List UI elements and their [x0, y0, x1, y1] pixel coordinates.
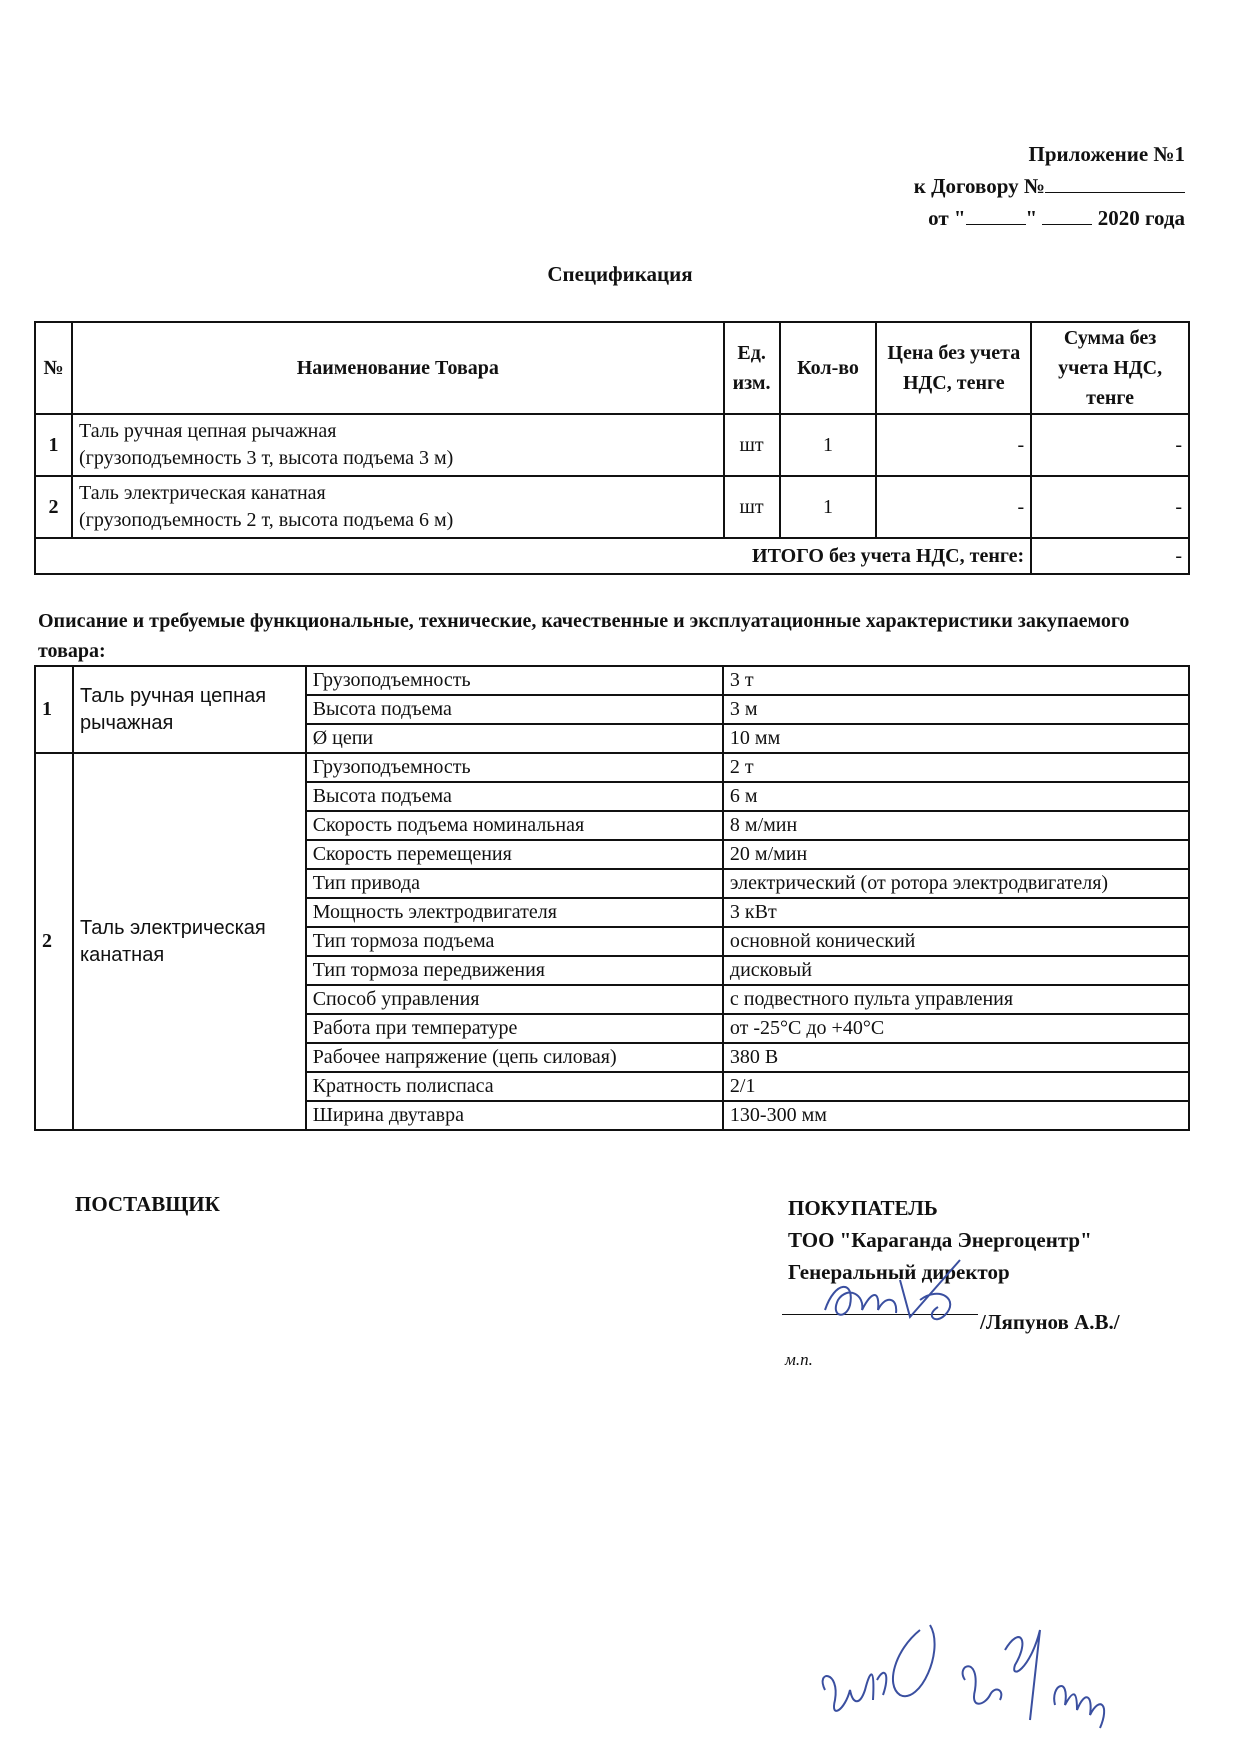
contract-date — [914, 202, 1185, 234]
sum: - — [1031, 476, 1189, 538]
contract-number-blank — [1045, 174, 1185, 193]
row-number: 1 — [35, 414, 72, 476]
spec-value: электрический (от ротора электродвигателя) — [723, 869, 1189, 898]
appendix-number: Приложение №1 — [1028, 142, 1185, 166]
contract-prefix: к Договору № — [913, 174, 1045, 198]
signatory-name: /Ляпунов А.В./ — [980, 1310, 1120, 1334]
spec-param: Скорость перемещения — [306, 840, 723, 869]
buyer-position: Генеральный директор — [788, 1260, 1010, 1284]
total-value: - — [1031, 538, 1189, 574]
specification-title: Спецификация — [547, 262, 693, 286]
description-title: Описание и требуемые функциональные, технические, качественные и эксплуатационные характеристики закупаемого товара: — [38, 610, 1130, 662]
price: - — [876, 414, 1031, 476]
supplier-label: ПОСТАВЩИК — [75, 1192, 220, 1216]
spec-value: 20 м/мин — [723, 840, 1189, 869]
spec-value: 2 т — [723, 753, 1189, 782]
col-header-number: № — [35, 322, 72, 414]
table-row — [35, 753, 1189, 782]
date-suffix: 2020 года — [1097, 206, 1185, 230]
contract-reference — [914, 170, 1185, 202]
total-row — [35, 538, 1189, 574]
item-name: Таль ручная цепная рычажная — [73, 666, 306, 753]
buyer-company: ТОО "Караганда Энергоцентр" — [788, 1228, 1092, 1252]
table-row — [35, 476, 1189, 538]
day-blank — [966, 206, 1026, 225]
specification-table — [34, 321, 1190, 575]
spec-param: Тип тормоза подъема — [306, 927, 723, 956]
spec-value: 8 м/мин — [723, 811, 1189, 840]
spec-value: 3 м — [723, 695, 1189, 724]
quantity: 1 — [780, 414, 877, 476]
spec-param: Кратность полиспаса — [306, 1072, 723, 1101]
spec-value: основной конический — [723, 927, 1189, 956]
date-prefix: от " — [928, 206, 966, 230]
item-name: Таль электрическая канатная — [73, 753, 306, 1130]
col-header-name: Наименование Товара — [72, 322, 724, 414]
spec-param: Способ управления — [306, 985, 723, 1014]
item-number: 1 — [35, 666, 73, 753]
col-header-price: Цена без учета НДС, тенге — [876, 322, 1031, 414]
spec-param: Высота подъема — [306, 695, 723, 724]
spec-value: 380 В — [723, 1043, 1189, 1072]
quantity: 1 — [780, 476, 877, 538]
spec-value: дисковый — [723, 956, 1189, 985]
stamp-label: м.п. — [785, 1350, 813, 1369]
spec-value: с подвестного пульта управления — [723, 985, 1189, 1014]
spec-param: Мощность электродвигателя — [306, 898, 723, 927]
month-blank — [1042, 206, 1092, 225]
spec-value: 130-300 мм — [723, 1101, 1189, 1130]
product-name-cell — [72, 476, 724, 538]
appendix-header — [914, 138, 1185, 234]
spec-param: Грузоподъемность — [306, 666, 723, 695]
total-label: ИТОГО без учета НДС, тенге: — [35, 538, 1031, 574]
spec-value: 6 м — [723, 782, 1189, 811]
table-row — [35, 666, 1189, 695]
product-name-cell — [72, 414, 724, 476]
spec-param: Ø цепи — [306, 724, 723, 753]
spec-header-row — [35, 322, 1189, 414]
spec-param: Работа при температуре — [306, 1014, 723, 1043]
product-name: Таль ручная цепная рычажная — [78, 420, 337, 442]
spec-param: Высота подъема — [306, 782, 723, 811]
spec-param: Тип тормоза передвижения — [306, 956, 723, 985]
item-number: 2 — [35, 753, 73, 1130]
unit: шт — [724, 414, 780, 476]
sum: - — [1031, 414, 1189, 476]
date-mid: " — [1025, 206, 1038, 230]
product-details: (грузоподъемность 2 т, высота подъема 6 м) — [78, 509, 454, 531]
col-header-qty: Кол-во — [780, 322, 877, 414]
spec-param: Ширина двутавра — [306, 1101, 723, 1130]
unit: шт — [724, 476, 780, 538]
buyer-label: ПОКУПАТЕЛЬ — [788, 1196, 938, 1220]
spec-value: 10 мм — [723, 724, 1189, 753]
spec-param: Грузоподъемность — [306, 753, 723, 782]
spec-param: Скорость подъема номинальная — [306, 811, 723, 840]
table-row — [35, 414, 1189, 476]
description-table — [34, 665, 1190, 1131]
spec-param: Рабочее напряжение (цепь силовая) — [306, 1043, 723, 1072]
col-header-unit: Ед. изм. — [724, 322, 780, 414]
product-details: (грузоподъемность 3 т, высота подъема 3 м) — [78, 447, 454, 469]
spec-value: от -25°С до +40°С — [723, 1014, 1189, 1043]
product-name: Таль электрическая канатная — [78, 482, 326, 504]
col-header-sum: Сумма без учета НДС, тенге — [1031, 322, 1189, 414]
spec-value: 2/1 — [723, 1072, 1189, 1101]
row-number: 2 — [35, 476, 72, 538]
spec-value: 3 т — [723, 666, 1189, 695]
spec-param: Тип привода — [306, 869, 723, 898]
director-signature — [810, 1255, 1000, 1345]
price: - — [876, 476, 1031, 538]
spec-value: 3 кВт — [723, 898, 1189, 927]
initials-signatures — [815, 1610, 1205, 1740]
